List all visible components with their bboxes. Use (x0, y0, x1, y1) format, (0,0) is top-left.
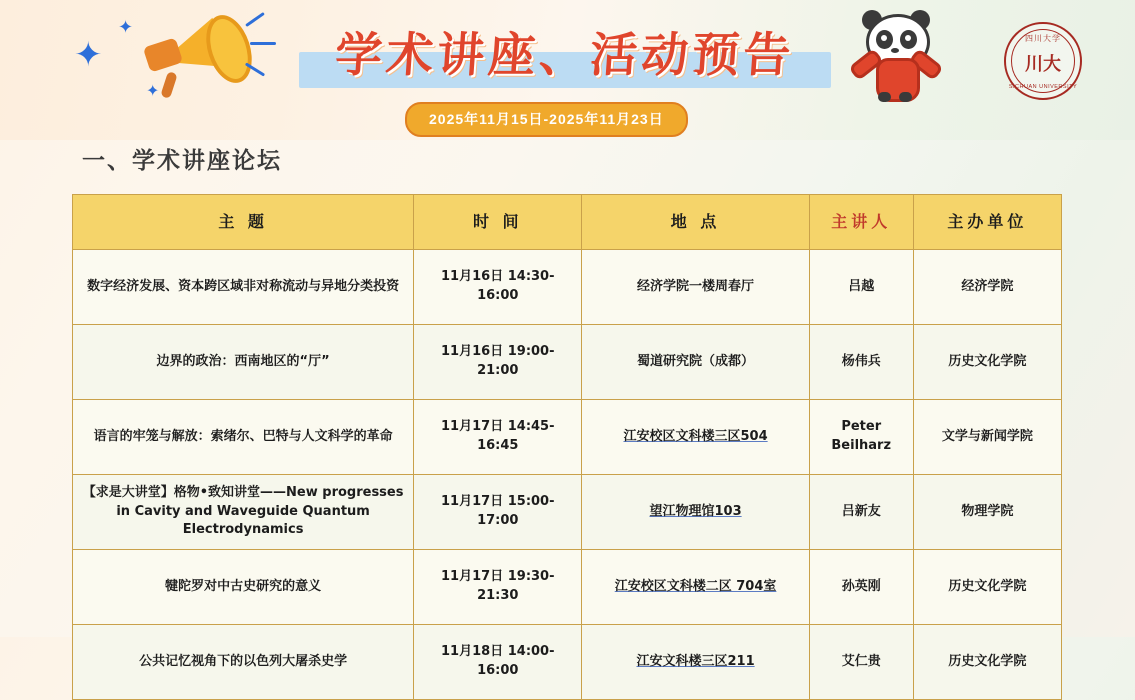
cell-topic: 语言的牢笼与解放：索绪尔、巴特与人文科学的革命 (73, 400, 414, 475)
cell-host: 文学与新闻学院 (913, 400, 1061, 475)
cell-topic: 公共记忆视角下的以色列大屠杀史学 (73, 625, 414, 700)
cell-topic: 【求是大讲堂】格物•致知讲堂——New progresses in Cavity and Waveguide Quantum Electrodynamics (73, 475, 414, 550)
header-banner (0, 0, 1135, 140)
table-row (73, 325, 1062, 400)
megaphone-icon (140, 12, 280, 102)
column-header-topic: 主 题 (73, 195, 414, 250)
lecture-table (72, 194, 1062, 700)
cell-host: 历史文化学院 (913, 325, 1061, 400)
banner-title: 学术讲座、活动预告 (333, 28, 797, 83)
banner-title-group (285, 18, 845, 127)
cell-topic: 边界的政治：西南地区的“厅” (73, 325, 414, 400)
table-row (73, 250, 1062, 325)
cell-time: 11月18日 14:00-16:00 (414, 625, 582, 700)
cell-place: 经济学院一楼周春厅 (582, 250, 809, 325)
column-header-time: 时 间 (414, 195, 582, 250)
cell-topic: 犍陀罗对中古史研究的意义 (73, 550, 414, 625)
cell-host: 历史文化学院 (913, 625, 1061, 700)
table-row (73, 400, 1062, 475)
seal-bottom-text: SICHUAN UNIVERSITY (1008, 84, 1078, 90)
sparkle-small-icon: ✦ (118, 17, 134, 37)
cell-place: 望江物理馆103 (582, 475, 809, 550)
date-range-badge: 2025年11月15日-2025年11月23日 (405, 102, 688, 137)
table-header-row (73, 195, 1062, 250)
table-row (73, 475, 1062, 550)
cell-speaker: 吕新友 (809, 475, 913, 550)
cell-time: 11月16日 19:00-21:00 (414, 325, 582, 400)
cell-host: 物理学院 (913, 475, 1061, 550)
cell-place: 江安校区文科楼二区 704室 (582, 550, 809, 625)
sparkle-tiny-icon: ✦ (146, 83, 160, 100)
cell-place: 江安文科楼三区211 (582, 625, 809, 700)
cell-speaker: Peter Beilharz (809, 400, 913, 475)
section-heading: 一、学术讲座论坛 (82, 148, 282, 174)
cell-time: 11月16日 14:30-16:00 (414, 250, 582, 325)
table-row (73, 550, 1062, 625)
cell-time: 11月17日 14:45-16:45 (414, 400, 582, 475)
cell-time: 11月17日 19:30-21:30 (414, 550, 582, 625)
column-header-speaker: 主讲人 (809, 195, 913, 250)
cell-speaker: 艾仁贵 (809, 625, 913, 700)
cell-speaker: 孙英刚 (809, 550, 913, 625)
seal-center-text: 川大 (1025, 54, 1061, 75)
panda-mascot-icon (848, 12, 944, 108)
table-row (73, 625, 1062, 700)
cell-host: 经济学院 (913, 250, 1061, 325)
seal-top-text: 四川大学 (1025, 34, 1061, 43)
cell-topic: 数字经济发展、资本跨区域非对称流动与异地分类投资 (73, 250, 414, 325)
cell-host: 历史文化学院 (913, 550, 1061, 625)
column-header-place: 地 点 (582, 195, 809, 250)
column-header-host: 主办单位 (913, 195, 1061, 250)
sparkle-icon: ✦ (74, 36, 103, 74)
cell-place: 蜀道研究院（成都） (582, 325, 809, 400)
lecture-table-container (72, 194, 1062, 700)
cell-time: 11月17日 15:00-17:00 (414, 475, 582, 550)
cell-speaker: 吕越 (809, 250, 913, 325)
cell-place: 江安校区文科楼三区504 (582, 400, 809, 475)
university-seal-icon (1004, 22, 1082, 100)
cell-speaker: 杨伟兵 (809, 325, 913, 400)
